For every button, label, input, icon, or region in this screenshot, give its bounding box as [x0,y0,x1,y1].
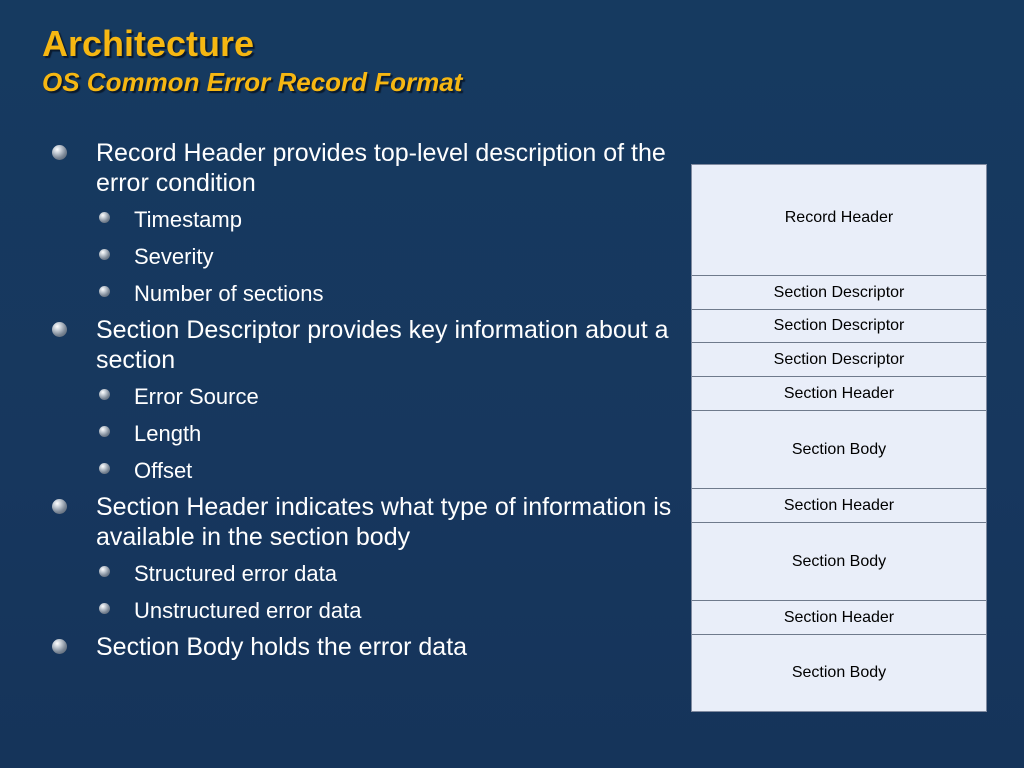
bullet-text: Section Body holds the error data [96,633,468,661]
bullet-section-header [52,492,682,626]
bullet-icon [52,639,67,654]
sub-bullet-icon [99,389,110,400]
diagram-cell-section-body: Section Body [692,523,986,601]
sub-bullet-icon [99,463,110,474]
sub-bullet-list [96,381,682,486]
diagram-cell-record-header: Record Header [692,165,986,276]
sub-bullet-structured-error-data [96,558,682,589]
sub-bullet-text: Offset [134,458,193,483]
diagram-cell-section-header: Section Header [692,489,986,523]
sub-bullet-offset [96,455,682,486]
bullet-icon [52,145,67,160]
slide-subtitle: OS Common Error Record Format [42,67,463,97]
diagram-cell-section-header: Section Header [692,601,986,635]
bullet-text: Section Header indicates what type of information is available in the section body [96,493,672,551]
sub-bullet-text: Timestamp [134,207,242,232]
bullet-section-descriptor [52,315,682,486]
sub-bullet-timestamp [96,204,682,235]
sub-bullet-number-of-sections [96,278,682,309]
sub-bullet-severity [96,241,682,272]
sub-bullet-icon [99,212,110,223]
sub-bullet-unstructured-error-data [96,595,682,626]
diagram-cell-section-header: Section Header [692,377,986,411]
sub-bullet-icon [99,603,110,614]
sub-bullet-list [96,204,682,309]
slide-title: Architecture [42,23,255,64]
sub-bullet-text: Unstructured error data [134,598,362,623]
bullet-section-body [52,632,682,662]
diagram-cell-section-descriptor: Section Descriptor [692,276,986,310]
sub-bullet-text: Severity [134,244,214,269]
sub-bullet-icon [99,249,110,260]
sub-bullet-error-source [96,381,682,412]
bullet-icon [52,322,67,337]
bullet-text: Record Header provides top-level description of the error condition [96,139,666,197]
sub-bullet-icon [99,286,110,297]
sub-bullet-list [96,558,682,626]
diagram-cell-section-descriptor: Section Descriptor [692,310,986,343]
diagram-cell-section-descriptor: Section Descriptor [692,343,986,377]
bullet-list [52,138,682,668]
sub-bullet-icon [99,566,110,577]
sub-bullet-icon [99,426,110,437]
bullet-icon [52,499,67,514]
bullet-record-header [52,138,682,309]
bullet-text: Section Descriptor provides key information about a section [96,316,669,374]
sub-bullet-text: Error Source [134,384,259,409]
sub-bullet-text: Structured error data [134,561,337,586]
diagram-cell-section-body: Section Body [692,411,986,489]
sub-bullet-text: Number of sections [134,281,324,306]
diagram-cell-section-body: Section Body [791,664,887,681]
sub-bullet-length [96,418,682,449]
error-record-diagram [691,164,987,712]
sub-bullet-text: Length [134,421,202,446]
